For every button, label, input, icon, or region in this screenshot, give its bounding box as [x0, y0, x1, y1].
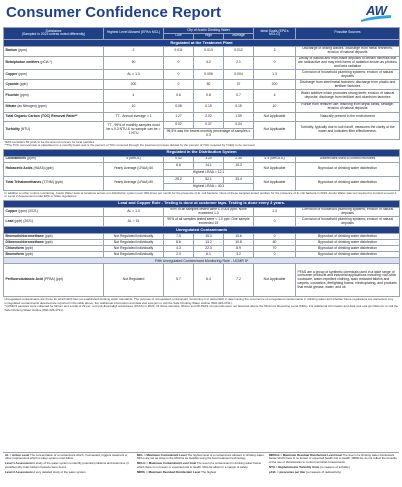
- table-row: Copper (ppm) (2021) AL = 1.3 90% of all samples tested were ≤ 0.004 ppm. None exceeded 1.3 1.3 Corrosion of household plumbing systems; erosion of natural deposits: [4, 207, 400, 217]
- section-header-distribution: Regulated in the Distribution System: [4, 149, 400, 156]
- table-row-turbidity-note: 99.5% was the lowest monthly percentage of samples ≤ 0.3: [4, 128, 400, 139]
- section-header-unregulated: Unregulated Contaminants: [4, 227, 400, 234]
- col-low: Low: [164, 33, 194, 39]
- col-substance: Substance (Sampled in 2023 unless noted differently): [4, 28, 104, 40]
- plant-note: *EPA considers 50 pCi/L to be the level of concern for beta particles. **The TOC removal ratio is calculated on a monthly basis and is the percent of TOC removed through the treatment process divided by the percent of TOC required by TCEQ to be removed.: [4, 139, 256, 148]
- page-title: Consumer Confidence Report: [6, 4, 222, 21]
- table-row: Nitrate (as Nitrogen) (ppm) 10 0.08 0.19 0.15 10 Runoff from fertilizer use; leaching from septic tanks, sewage; erosion of natural deposits: [4, 102, 400, 112]
- col-high: High: [194, 33, 224, 39]
- table-row: Chloroform (ppb) Not Regulated Individually 4.3 22.3 8.9 70 Byproduct of drinking water disinfection: [4, 246, 400, 252]
- col-average: Average: [224, 33, 254, 39]
- water-quality-table: [3, 27, 400, 313]
- definitions-column: MCL = Maximum Contaminant Level The highest level of a contaminant allowed in drinking water. MCLs are set as close to the MCLGs as feasible using the best treatment technology. MCLG = Maximum Contaminant Level Goal The level of a contaminant in drinking water below which there is no known or expected risk to health. MCLGs allow for a margin of safety. MRDL = Maximum Residual Disinfectant Level The highest: [137, 453, 265, 474]
- table-row-lraa: Highest LRAA = 40.1: [4, 183, 400, 190]
- definitions-column: AL = Action Level The concentration of a contaminant which, if exceeded, triggers treatment or other requirements which a water system must follow. Level 1 Assessment A study of the water system to identify potential problems and determine (if possible) why total coliform bacteria were found. Level 2 Assessment A very detailed study of the water system.: [5, 453, 129, 474]
- section-header-lead-copper: Lead and Copper Rule - Testing is done at customer taps. Testing is done every 3 years.: [4, 200, 400, 207]
- col-mcl: Highest Level Allowed (EPA's MCL): [104, 28, 164, 40]
- logo-text: AW: [366, 3, 387, 18]
- table-row-lraa: Highest LRAA = 12.1: [4, 169, 400, 176]
- table-row: Barium (ppm) 2 0.011 0.013 0.012 2 Discharge of drilling wastes, discharge from metal refineries, erosion of natural deposits: [4, 46, 400, 56]
- definitions-footer: [3, 452, 399, 486]
- definitions-column: MRDLG = Maximum Residual Disinfectant Level Goal The level of a drinking water disinfectant below which there is no known or expected health risk to health. MRDLGs do not reflect the benefits of the use of disinfectants to control microbial contaminants. NTU = Nephelometric Turbidity Units (a measure of turbidity) pCi/L = picocuries per liter (a measure of radioactivity): [269, 453, 397, 474]
- unregulated-note: Unregulated contaminants are those for which EPA has not established drinking water standards. The purpose of unregulated contaminant monitoring is to assist EPA in determining the occurrence of unregulated contaminants in drinking water and whether future regulations are warranted. Any unregulated contaminants detected are reported in the table above. For additional information and data visit epa.gov or call the Safe Drinking Water Hotline (800-426-4791). *UCMR 5 samples were collected for lithium and a total of 29 per- and polyfluoroalkyl substances (PFAS) in 2023. Of those samples, lithium and 28 PFAS compounds were not detected above the Minimum Reporting Level (MRL). For additional information and data visit epa.gov/dwucmr or call the Safe Drinking Water Hotline (800-426-4791).: [4, 297, 399, 312]
- table-row: Haloacetic Acids (HAA5) (ppb) Yearly Average (LRAA) 60 6.6 14.1 10.3 Not Applicable Byproduct of drinking water disinfection: [4, 162, 400, 169]
- table-row: Total Trihalomethanes (TTHM) (ppb) Yearly Average (LRAA) 80 25.2 52.1 33.4 Not Applicable Byproduct of drinking water disinfection: [4, 176, 400, 183]
- austin-water-logo: [359, 2, 393, 22]
- table-row: Lead (ppb) (2021) AL = 15 90% of all samples tested were < 1.0 ppb. One sample exceeded 15 0 Corrosion of household plumbing systems; erosion of natural deposits: [4, 217, 400, 227]
- section-header-plant: Regulated at the Treatment Plant: [4, 39, 400, 46]
- page-header: [0, 0, 402, 27]
- table-row: Dibromochloromethane (ppb) Not Regulated Individually 8.6 13.2 10.8 60 Byproduct of drinking water disinfection: [4, 240, 400, 246]
- table-row-pfba: Perfluorobutanoic Acid (PFBA) (ppt) Not Regulated 5.7 6.4 7.2 Not Applicable PFAS are a group of synthetic chemicals used in a wide range of consumer products and industrial applications including: non-stick cookware, water-repellent clothing, stain resistant fabrics and carpets, cosmetics, firefighting foams, electroplating, and products that resist grease, water, and oil.: [4, 264, 400, 297]
- col-city: City of Austin Drinking Water: [164, 28, 254, 34]
- table-row: Bromodichloromethane (ppb) Not Regulated Individually 7.5 15.3 10.6 0 Byproduct of drinking water disinfection: [4, 234, 400, 240]
- table-row: Total Organic Carbon (TOC) Removal Ratio** TT - Annual average > 1 1.27 2.02 1.59 Not Applicable Naturally present in the environment: [4, 112, 400, 121]
- distribution-note: In addition to other routine monitoring, Austin Water tests at locations across our distribution system over 300 times per month for the presence of E. coli bacteria. None of these samples tested positive for the presence of E. coli bacteria in 2023. Austin Water was not required to conduct a Level 1 or Level 2 Assessment under EPA or State regulations.: [4, 190, 397, 199]
- table-row: Cyanide (ppb) 200 0 80 37 200 Discharge from steel/metal factories; discharge from plastic and fertilizer factories: [4, 80, 400, 90]
- section-header-ucmr5: Fifth Unregulated Contaminant Monitoring Rule - UCMR 5*: [4, 258, 400, 264]
- col-sources: Possible Sources: [296, 28, 400, 40]
- col-goal: Ideal Goals (EPA's MCLG): [254, 28, 296, 40]
- table-row: Fluoride (ppm) 4 0.6 0.8 0.7 4 Water additive which promotes strong teeth; erosion of natural deposits; discharge from fertilizer and aluminum factories: [4, 89, 400, 102]
- table-row: Beta/photon emitters (pCi/L*) 50 0 4.2 2.1 0 Decay of natural and man-made deposits of certain minerals that are radioactive and may emit forms of radiation known as photons and beta radiation: [4, 56, 400, 70]
- table-row: Chloramines (ppm) 4 (MRDL) 0.42 3.20 2.35 ≤ 4 (MRDLG) Disinfectant used to control microbes: [4, 156, 400, 162]
- table-row: Copper (ppm) AL = 1.3 0 0.006 0.004 1.3 Corrosion of household plumbing systems; erosion of natural deposits: [4, 70, 400, 80]
- table-row-turbidity: Turbidity (NTU) TT - 95% of monthly samples must be ≤ 0.3 NTU & no sample can be > 1 NTU 0.02 0.37 0.04 Not Applicable Turbidity, typically due to soil runoff, measures the clarity of the water and indicates filter effectiveness.: [4, 121, 400, 128]
- table-row: Bromoform (ppb) Not Regulated Individually 2.0 6.1 3.2 0 Byproduct of drinking water disinfection: [4, 252, 400, 258]
